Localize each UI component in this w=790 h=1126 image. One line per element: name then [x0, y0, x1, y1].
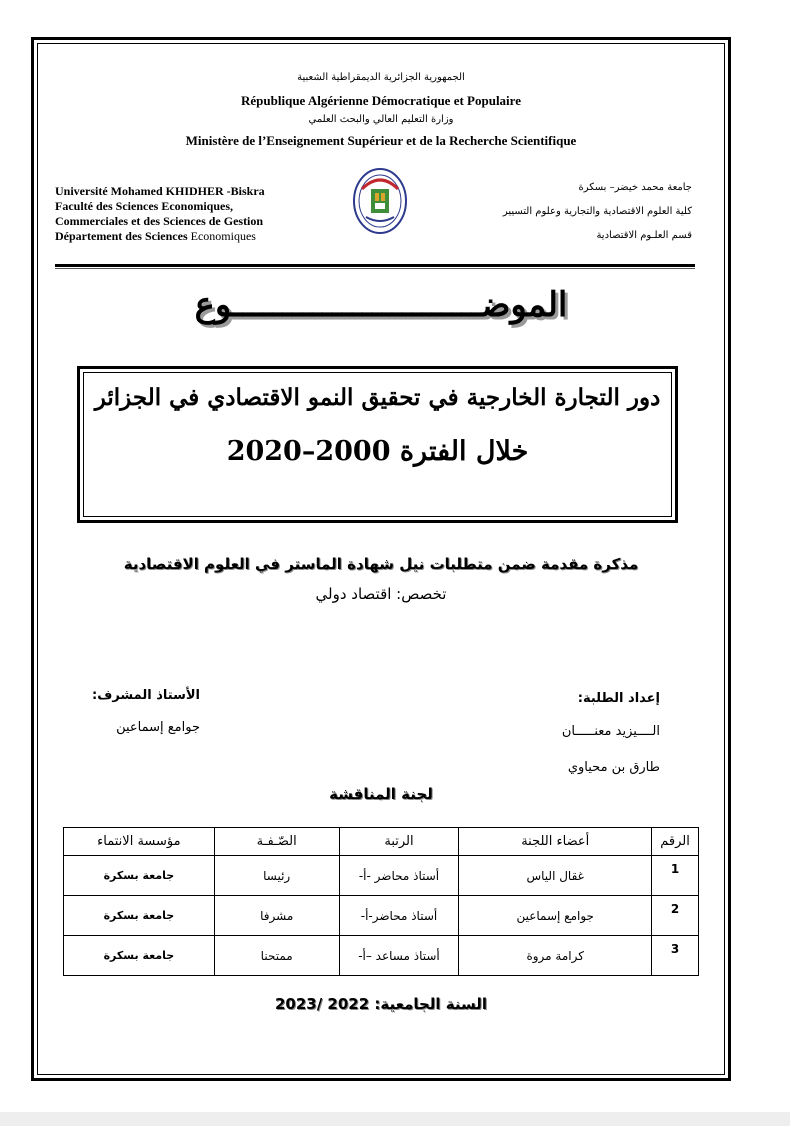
table-row	[64, 896, 699, 936]
member-rank: أستاذ محاضر -أ-	[339, 856, 459, 896]
department-name-ar: قسم العلـوم الاقتصادية	[596, 230, 692, 241]
column-header: أعضاء اللجنة	[459, 828, 652, 856]
republic-french: République Algérienne Démocratique et Populaire	[241, 93, 521, 108]
table-row	[64, 936, 699, 976]
academic-year: السنة الجامعية: 2022 /2023	[274, 995, 488, 1013]
university-seal-icon	[352, 167, 408, 235]
member-role: مشرفا	[214, 896, 339, 936]
supervisor-name: جوامع إسماعين	[116, 720, 200, 735]
member-name: جوامع إسماعين	[459, 896, 652, 936]
subject-heading: الموضـــــــــــــــــــــــــوع	[194, 285, 568, 325]
member-rank: أستاذ مساعد –أ-	[339, 936, 459, 976]
memo-description: مذكرة مقدمة ضمن متطلبات نيل شهادة الماستر في العلوم الاقتصادية	[123, 555, 639, 573]
member-institution: جامعة بسكرة	[64, 856, 215, 896]
student-name: الــــيزيد معنـــــان	[561, 724, 660, 739]
header-divider-thin	[55, 268, 695, 269]
column-header: مؤسسة الانتماء	[64, 828, 215, 856]
table-header-row	[64, 828, 699, 856]
column-header: الرتبة	[339, 828, 459, 856]
ministry-arabic: وزارة التعليم العالي والبحث العلمي	[308, 114, 454, 125]
row-number: 1	[652, 856, 699, 896]
member-name: كرامة مروة	[459, 936, 652, 976]
row-number: 2	[652, 896, 699, 936]
jury-table	[63, 827, 699, 976]
republic-arabic: الجمهورية الجزائرية الديمقراطية الشعبية	[297, 72, 465, 83]
university-name-fr: Université Mohamed KHIDHER -Biskra	[55, 184, 265, 198]
member-role: رئيسا	[214, 856, 339, 896]
member-institution: جامعة بسكرة	[64, 936, 215, 976]
students-label: إعداد الطلبة:	[577, 691, 660, 706]
university-name-ar: جامعة محمد خيضر– بسكرة	[578, 182, 692, 193]
department-name-fr: Département des Sciences Economiques	[55, 229, 256, 243]
member-name: غقال الياس	[459, 856, 652, 896]
member-role: ممتحنا	[214, 936, 339, 976]
thesis-title-line2: خلال الفترة 2000–2020	[226, 436, 529, 467]
row-number: 3	[652, 936, 699, 976]
thesis-title-line1: دور التجارة الخارجية في تحقيق النمو الاقتصادي في الجزائر	[94, 384, 661, 411]
header-divider	[55, 264, 695, 267]
column-header: الصّـفـة	[214, 828, 339, 856]
column-header: الرقم	[652, 828, 699, 856]
faculty-name-ar: كلية العلوم الاقتصادية والتجارية وعلوم التسيير	[502, 206, 692, 217]
specialty: تخصص: اقتصاد دولي	[315, 585, 447, 603]
university-info-arabic	[503, 176, 692, 248]
table-row	[64, 856, 699, 896]
committee-heading: لجنة المناقشة	[329, 785, 433, 803]
supervisor-label: الأستاذ المشرف:	[92, 688, 200, 703]
student-name: طارق بن محياوي	[567, 760, 660, 775]
faculty-name-fr: Faculté des Sciences Economiques,	[55, 199, 233, 213]
faculty-name-fr-2: Commerciales et des Sciences de Gestion	[55, 214, 264, 228]
university-info-french	[55, 184, 265, 244]
member-rank: أستاذ محاضر-أ-	[339, 896, 459, 936]
page-bottom-margin	[0, 1112, 790, 1126]
member-institution: جامعة بسكرة	[64, 896, 215, 936]
ministry-french: Ministère de l’Enseignement Supérieur et de la Recherche Scientifique	[185, 133, 577, 148]
